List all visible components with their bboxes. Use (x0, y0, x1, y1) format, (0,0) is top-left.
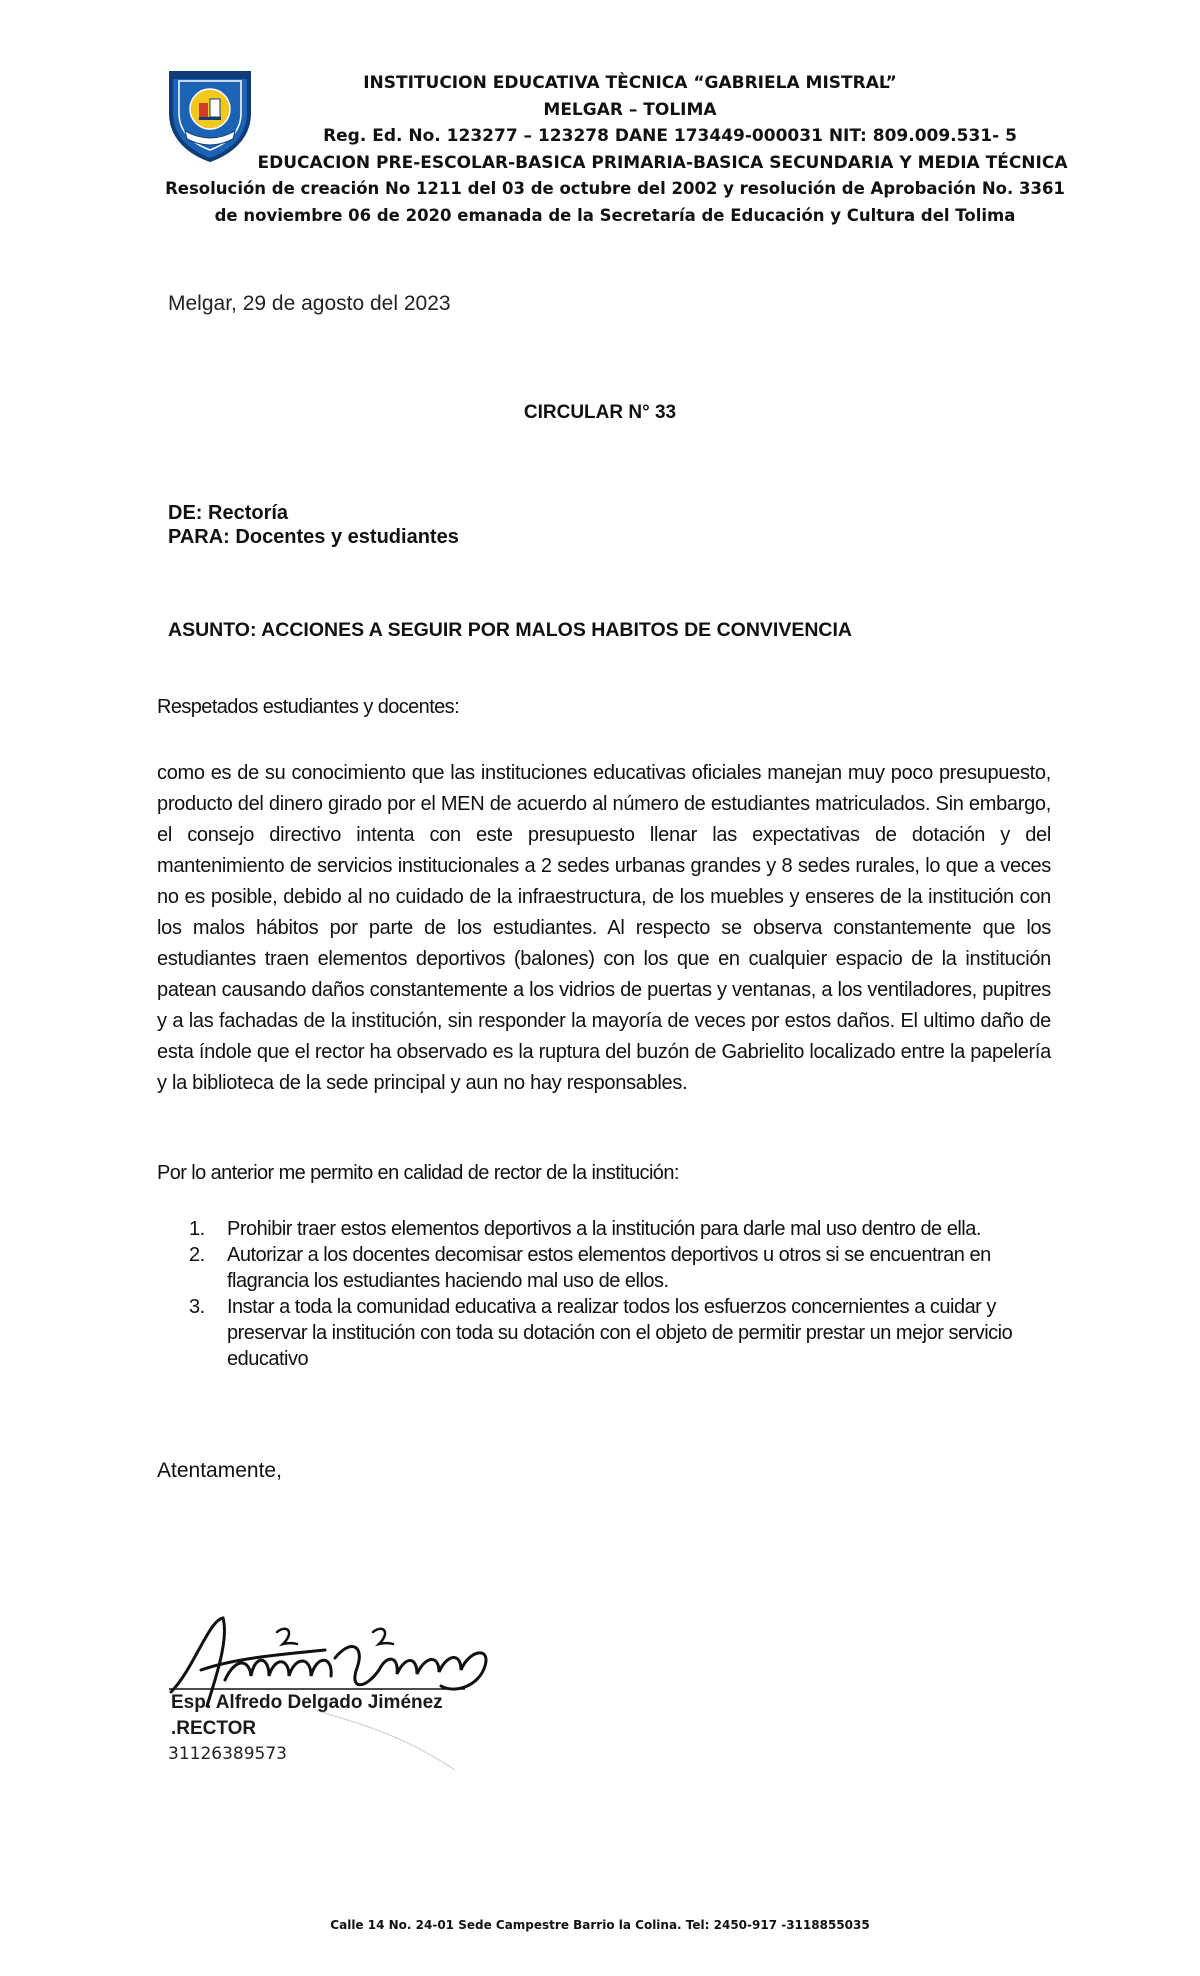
resolution-line-1: Resolución de creación No 1211 del 03 de octubre del 2002 y resolución de Aprobación No. 3361 (165, 179, 1065, 198)
signer-role: .RECTOR (171, 1718, 257, 1739)
action-text: Prohibir traer estos elementos deportivos a la institución para darle mal uso dentro de ella. (227, 1218, 981, 1240)
letter-date: Melgar, 29 de agosto del 2023 (168, 292, 451, 315)
action-item (157, 1242, 1052, 1294)
action-item (157, 1294, 1052, 1372)
actions-list (157, 1216, 1052, 1372)
letterhead (150, 70, 1080, 229)
action-number: 1. (189, 1218, 205, 1240)
registration-numbers: Reg. Ed. No. 123277 – 123278 DANE 173449-000031 NIT: 809.009.531- 5 (323, 126, 1017, 146)
actions-intro: Por lo anterior me permito en calidad de rector de la institución: (157, 1162, 679, 1184)
footer-address: Calle 14 No. 24-01 Sede Campestre Barrio la Colina. Tel: 2450-917 -3118855035 (330, 1918, 870, 1932)
subject-line: ASUNTO: ACCIONES A SEGUIR POR MALOS HABITOS DE CONVIVENCIA (168, 619, 853, 641)
closing: Atentamente, (157, 1459, 282, 1482)
resolution-line-2: de noviembre 06 de 2020 emanada de la Secretaría de Educación y Cultura del Tolima (214, 205, 1016, 225)
institution-name: INSTITUCION EDUCATIVA TÈCNICA “GABRIELA MISTRAL” (363, 73, 897, 93)
action-text: Autorizar a los docentes decomisar estos elementos deportivos u otros si se encuentran en flagrancia los estudiantes haciendo mal uso de ellos. (227, 1244, 991, 1292)
education-levels: EDUCACION PRE-ESCOLAR-BASICA PRIMARIA-BASICA SECUNDARIA Y MEDIA TÉCNICA (257, 152, 1068, 173)
circular-title: CIRCULAR N° 33 (523, 402, 677, 423)
from-line: DE: Rectoría (168, 502, 289, 524)
salutation: Respetados estudiantes y docentes: (157, 696, 460, 718)
signer-name: Esp. Alfredo Delgado Jiménez (171, 1692, 443, 1713)
action-number: 2. (189, 1244, 205, 1266)
action-text: Instar a toda la comunidad educativa a realizar todos los esfuerzos concernientes a cuidar y preservar la institución con toda su dotación con el objeto de permitir prestar un mejor servicio educativo (227, 1296, 1013, 1370)
action-item (157, 1216, 1052, 1242)
to-line: PARA: Docentes y estudiantes (168, 526, 459, 548)
institution-location: MELGAR – TOLIMA (543, 99, 717, 120)
action-number: 3. (189, 1296, 205, 1318)
signer-phone: 31126389573 (168, 1744, 287, 1764)
body-paragraph: como es de su conocimiento que las instituciones educativas oficiales manejan muy poco presupuesto, producto del dinero girado por el MEN de acuerdo al número de estudiantes matriculados. Sin embargo, el consejo directivo intenta con este presupuesto llenar las expectativas de dotación y del mantenimiento de servicios institucionales a 2 sedes urbanas grandes y 8 sedes rurales, lo que a veces no es posible, debido al no cuidado de la infraestructura, de los muebles y enseres de la institución con los malos hábitos por parte de los estudiantes. Al respecto se observa constantemente que los estudiantes traen elementos deportivos (balones) con los que en cualquier espacio de la institución patean causando daños constantemente a los vidrios de puertas y ventanas, a los ventiladores, pupitres y a las fachadas de la institución, sin responder la mayoría de veces por estos daños. El ultimo daño de esta índole que el rector ha observado es la ruptura del buzón de Gabrielito localizado entre la papelería y la biblioteca de la sede principal y aun no hay responsables. (157, 762, 1051, 1094)
